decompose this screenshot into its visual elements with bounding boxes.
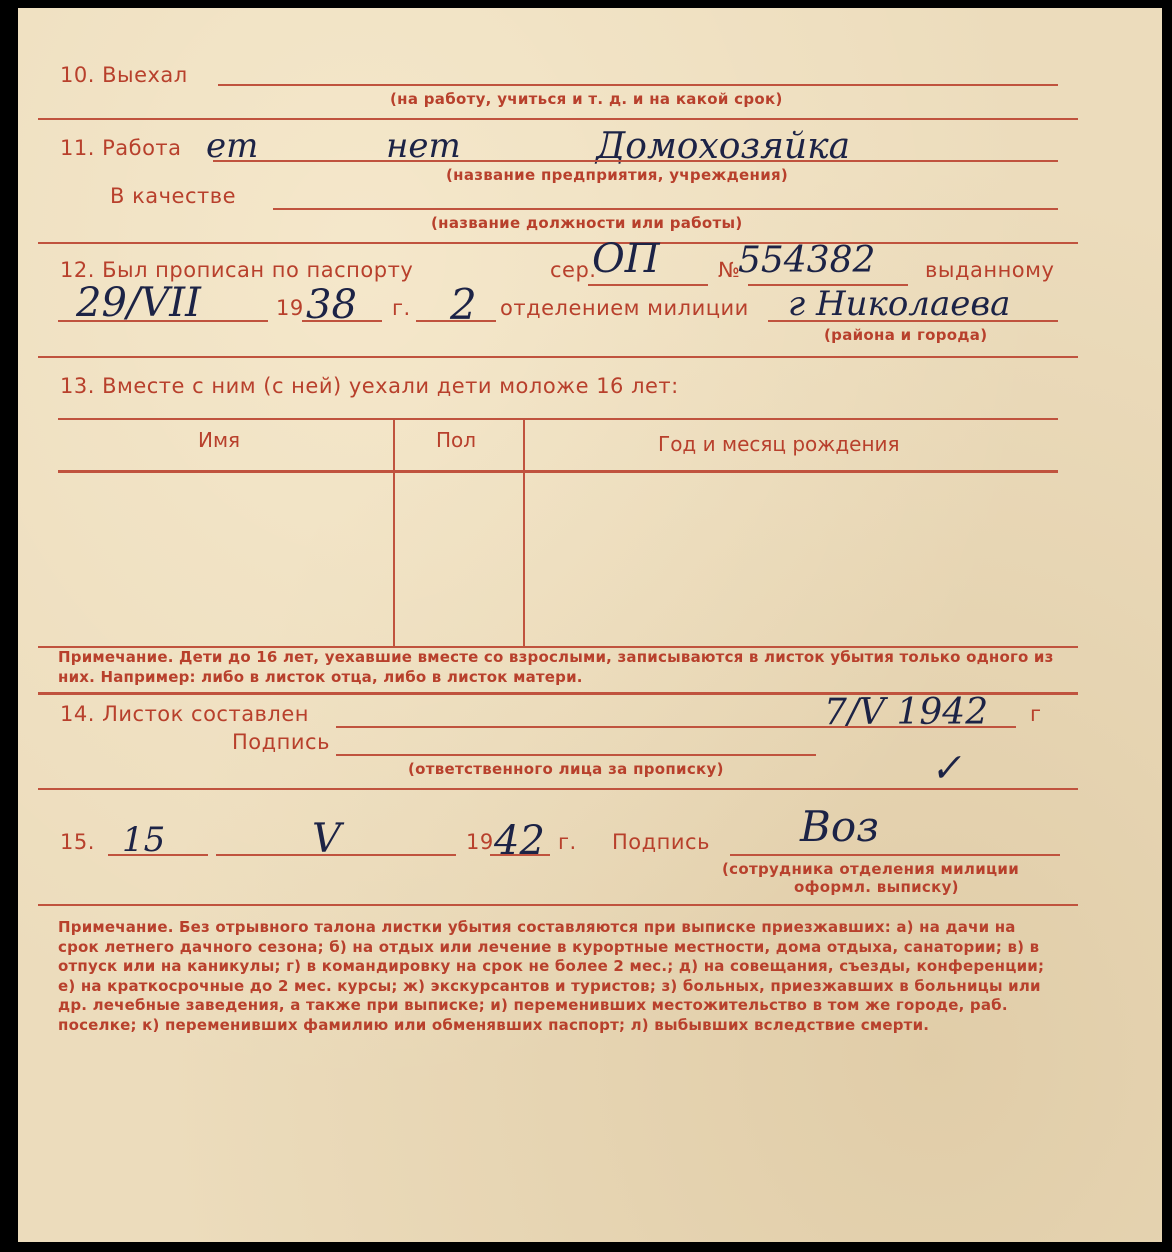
- item15-month-line: [216, 854, 456, 856]
- item14-caption: (ответственного лица за прописку): [408, 760, 724, 778]
- departure-slip: [18, 8, 1162, 1242]
- item12-label: 12. Был прописан по паспорту: [60, 258, 414, 282]
- item12-series-line: [588, 284, 708, 286]
- item15-caption1: (сотрудника отделения милиции: [722, 860, 1020, 878]
- item12-city-line: [768, 320, 1058, 322]
- item11-line: [213, 160, 1058, 162]
- item14-line: [336, 726, 1016, 728]
- item11-separator: [38, 242, 1078, 244]
- item11-caption1: (название предприятия, учреждения): [446, 166, 789, 184]
- table-header-line: [58, 470, 1058, 473]
- item14-g-label: г: [1030, 702, 1042, 726]
- item10-separator: [38, 118, 1078, 120]
- item11-position-label: В качестве: [110, 184, 237, 208]
- item12-caption: (района и города): [824, 326, 988, 344]
- item12-date-line: [58, 320, 268, 322]
- table-header-name: Имя: [198, 428, 241, 452]
- item15-sign-line: [730, 854, 1060, 856]
- item15-num: 15.: [60, 830, 95, 854]
- item15-handwritten-month: V: [312, 816, 341, 862]
- item11-handwritten-ending: ет: [206, 126, 259, 166]
- item14-separator: [38, 788, 1078, 790]
- item15-separator: [38, 904, 1078, 906]
- item12-g-label: г.: [392, 296, 411, 320]
- item10-label: 10. Выехал: [60, 63, 188, 87]
- item12-handwritten-dept: 2: [450, 280, 477, 329]
- item14-handwritten-date: 7/V 1942: [824, 692, 989, 733]
- item12-year-prefix: 19: [276, 296, 304, 320]
- note1: Примечание. Дети до 16 лет, уехавшие вместе со взрослыми, записываются в листок убытия только одного из них. Например: либо в листок отца, либо в листок матери.: [58, 648, 1054, 686]
- item12-dept-label: отделением милиции: [500, 296, 749, 320]
- item12-year-line: [302, 320, 382, 322]
- item13-label: 13. Вместе с ним (с ней) уехали дети моложе 16 лет:: [60, 374, 679, 398]
- table-top-line: [58, 418, 1058, 420]
- item14-sign-line: [336, 754, 816, 756]
- item15-handwritten-year: 42: [494, 818, 545, 864]
- item11-handwritten-employed: нет: [386, 126, 461, 166]
- item14-sign-label: Подпись: [232, 730, 330, 754]
- item12-handwritten-year: 38: [306, 282, 357, 328]
- item11-handwritten-occupation: Домохозяйка: [596, 126, 851, 167]
- item15-year-line: [490, 854, 550, 856]
- item10-caption: (на работу, учиться и т. д. и на какой срок): [390, 90, 783, 108]
- item10-line: [218, 84, 1058, 86]
- table-divider-2: [523, 420, 525, 646]
- item12-separator: [38, 356, 1078, 358]
- item15-sign-label: Подпись: [612, 830, 710, 854]
- item15-day-line: [108, 854, 208, 856]
- item11-position-line: [273, 208, 1058, 210]
- item15-year-prefix: 19: [466, 830, 494, 854]
- item15-handwritten-day: 15: [122, 820, 166, 860]
- item12-dept-line: [416, 320, 496, 322]
- item15-g-label: г.: [558, 830, 577, 854]
- note2: Примечание. Без отрывного талона листки убытия составляются при выписке приезжавших: а) на дачи на срок летнего дачного сезона; б) на отдых или лечение в курортные местности, дома отдыха, санатории; в) в отпуск или на каникулы; г) в командировку на срок не более 2 мес.; д) на совещания, съезды, конференции; е) на краткосрочные до 2 мес. курсы; ж) экскурсантов и туристов; з) больных, приезжавших в больницы или др. лечебные заведения, а также при выписке; и) переменивших местожительство в том же городе, раб. поселке; к) переменивших фамилию или обменявших паспорт; л) выбывших вследствие смерти.: [58, 918, 1045, 1034]
- item11-label: 11. Работа: [60, 136, 182, 160]
- item14-label: 14. Листок составлен: [60, 702, 310, 726]
- item12-issued-label: выданному: [925, 258, 1055, 282]
- table-header-sex: Пол: [436, 428, 477, 452]
- item12-handwritten-date: 29/VII: [76, 280, 201, 326]
- item15-caption2: оформл. выписку): [794, 878, 959, 896]
- item12-handwritten-series: ОП: [592, 236, 660, 282]
- item14-signature: ✓: [928, 744, 964, 792]
- item15-handwritten-signature: Воз: [800, 802, 880, 851]
- item12-handwritten-number: 554382: [738, 240, 876, 281]
- table-header-birth: Год и месяц рождения: [658, 432, 900, 456]
- item11-caption2: (название должности или работы): [431, 214, 743, 232]
- item12-series-label: сер.: [550, 258, 597, 282]
- table-divider-1: [393, 420, 395, 646]
- item12-handwritten-city: г Николаева: [788, 284, 1011, 324]
- item12-number-label: №: [718, 258, 741, 282]
